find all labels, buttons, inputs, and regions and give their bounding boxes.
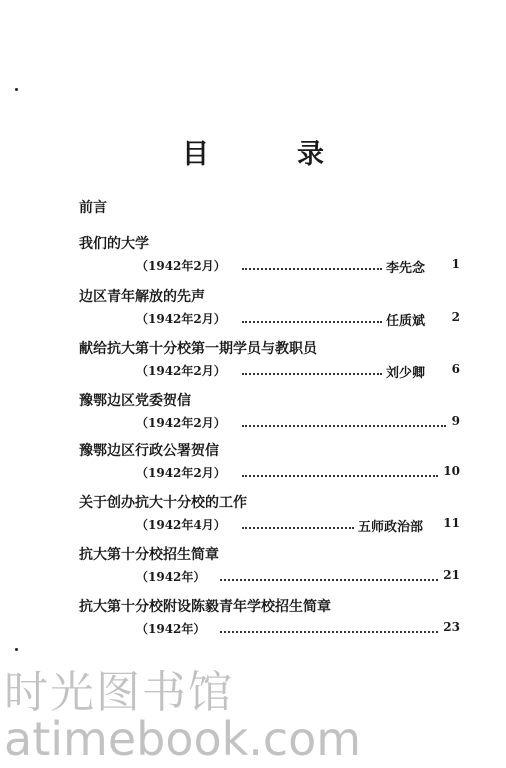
toc-entry-author: 刘少卿 [386, 366, 426, 381]
toc-entry-date: （1942年4月） [136, 518, 226, 532]
toc-entry-date: （1942年2月） [136, 416, 226, 430]
toc-entry-title: 抗大第十分校招生简章 [79, 547, 219, 563]
toc-entry-date: （1942年2月） [136, 466, 226, 480]
toc-page-number: 23 [443, 620, 460, 634]
title-char-2: 录 [297, 139, 324, 170]
toc-entry-detail-line [136, 414, 460, 432]
toc-dot-leader [242, 268, 382, 270]
toc-entry-detail-line [136, 568, 460, 586]
toc-entry-detail-line [136, 362, 460, 380]
toc-page-number: 9 [451, 414, 460, 428]
toc-dot-leader [220, 631, 438, 633]
toc-entry-date: （1942年2月） [136, 259, 226, 273]
toc-entry-date: （1942年2月） [136, 312, 226, 326]
page-title [0, 132, 506, 171]
toc-entry-title: 关于创办抗大十分校的工作 [79, 495, 247, 511]
toc-entry-title: 抗大第十分校附设陈毅青年学校招生简章 [79, 599, 331, 615]
toc-entry-author: 五师政治部 [358, 520, 424, 535]
toc-entry-detail-line [136, 464, 460, 482]
toc-page-number: 6 [451, 362, 460, 376]
toc-preface: 前言 [79, 200, 107, 216]
toc-dot-leader [242, 373, 382, 375]
toc-entry-title: 豫鄂边区行政公署贺信 [79, 443, 219, 459]
watermark-url: atimebook.com [4, 712, 362, 766]
toc-entry-detail-line [136, 310, 460, 328]
watermark-cn: 时光图书馆 [4, 667, 234, 718]
toc-dot-leader [220, 579, 438, 581]
toc-entry-detail-line [136, 620, 460, 638]
toc-entry-title: 豫鄂边区党委贺信 [79, 393, 191, 409]
toc-page-number: 2 [451, 310, 460, 324]
toc-page-number: 1 [451, 257, 460, 271]
toc-entry-detail-line [136, 516, 460, 534]
toc-dot-leader [242, 475, 438, 477]
title-char-1: 目 [182, 139, 209, 170]
toc-page-number: 11 [443, 516, 460, 530]
toc-dot-leader [242, 425, 446, 427]
toc-entry-title: 边区青年解放的先声 [79, 289, 205, 305]
toc-page-number: 21 [443, 568, 460, 582]
toc-entry-author: 李先念 [386, 261, 426, 276]
toc-entry-title: 我们的大学 [79, 236, 149, 252]
toc-entry-title: 献给抗大第十分校第一期学员与教职员 [79, 341, 317, 357]
toc-dot-leader [242, 321, 382, 323]
toc-entry-detail-line [136, 257, 460, 275]
toc-entry-author: 任质斌 [386, 314, 426, 329]
scan-speck [15, 648, 18, 651]
toc-entry-date: （1942年2月） [136, 364, 226, 378]
toc-entry-date: （1942年） [136, 570, 206, 584]
toc-dot-leader [242, 527, 354, 529]
scan-speck [15, 88, 18, 91]
toc-page-number: 10 [443, 464, 460, 478]
toc-entry-date: （1942年） [136, 622, 206, 636]
